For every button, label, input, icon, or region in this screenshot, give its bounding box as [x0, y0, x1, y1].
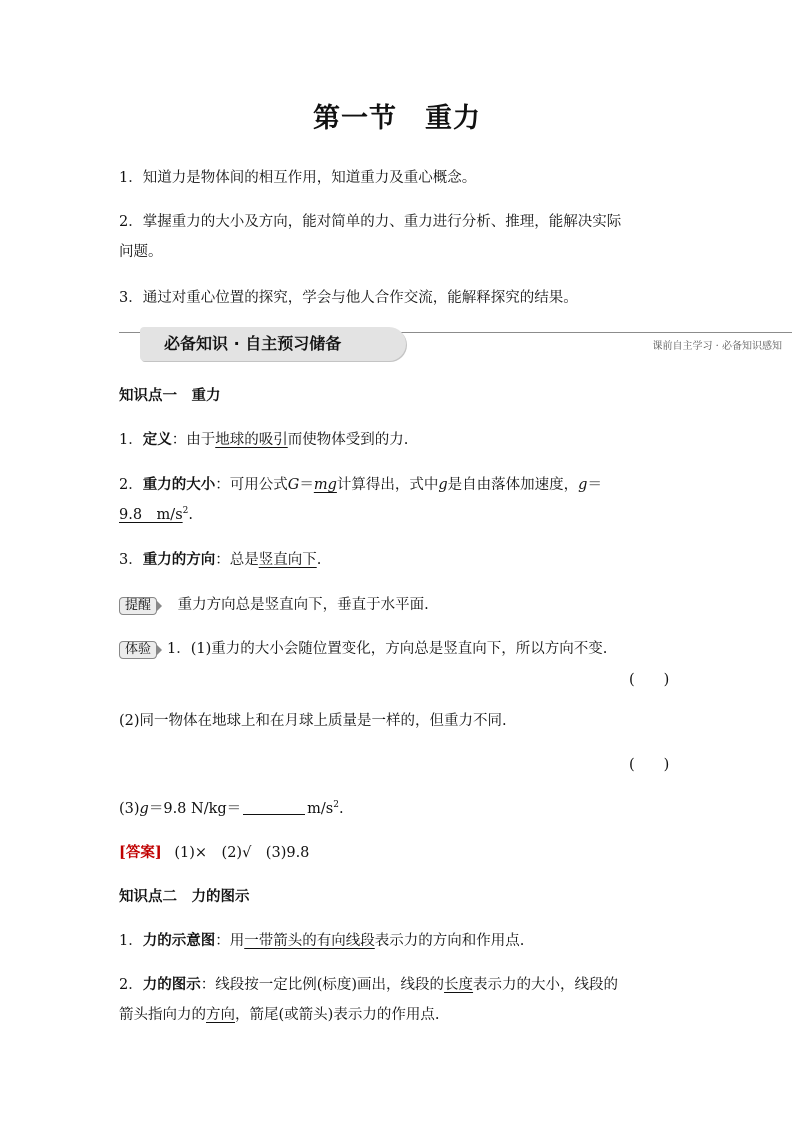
- p2-pre: ：线段按一定比例(标度)画出，线段的: [200, 977, 445, 993]
- dir-label: 重力的方向: [142, 551, 216, 568]
- size-g: g: [438, 477, 448, 493]
- q3-g: g: [139, 801, 149, 817]
- objective-2: 2．掌握重力的大小及方向，能对简单的力、重力进行分析、推理，能解决实际: [119, 214, 622, 230]
- objective-1: 1．知道力是物体间的相互作用，知道重力及重心概念。: [119, 170, 477, 186]
- p2-l2-pre: 箭头指向力的: [119, 1007, 206, 1023]
- size-end: .: [188, 507, 193, 523]
- tip-tag: 提醒: [119, 597, 157, 615]
- kp1-size-value: [119, 505, 193, 525]
- p2-num: 2．: [119, 977, 143, 993]
- p2-mid: 表示力的大小，线段的: [473, 977, 619, 993]
- p2-l2-post: ，箭尾(或箭头)表示力的作用点.: [235, 1007, 440, 1023]
- kp1-size: [119, 475, 602, 495]
- p1-label: 力的示意图: [142, 932, 216, 949]
- size-value: 9.8 m/s: [119, 507, 183, 523]
- dir-num: 3．: [119, 552, 143, 568]
- kp2-point-1: [119, 931, 524, 951]
- def-pre: ：由于: [171, 432, 216, 448]
- def-post: 而使物体受到的力.: [287, 432, 409, 448]
- answer-tag: [答案]: [119, 844, 162, 861]
- p2-underlined-2: 方向: [206, 1007, 235, 1023]
- kp2-point-2-cont: [119, 1005, 439, 1025]
- q3-blank[interactable]: [243, 800, 305, 815]
- def-num: 1．: [119, 432, 143, 448]
- size-mid: 计算得出，式中: [336, 477, 439, 493]
- size-label: 重力的大小: [142, 476, 216, 493]
- exercise-tag: 体验: [119, 641, 157, 659]
- p1-num: 1．: [119, 933, 143, 949]
- exercise-q2: (2)同一物体在地球上和在月球上质量是一样的，但重力不同.: [119, 713, 507, 729]
- p1-pre: ：用: [215, 933, 245, 949]
- section-banner-caption: 课前自主学习 · 必备知识感知: [652, 341, 782, 352]
- answer-paren-2: ( ): [629, 757, 670, 773]
- section-banner-label: 必备知识 · 自主预习储备: [164, 334, 342, 353]
- kp1-heading: 知识点一 重力: [119, 387, 221, 404]
- exercise-q3: [119, 799, 344, 819]
- page-title: 第一节 重力: [313, 103, 481, 134]
- def-label: 定义: [142, 431, 172, 448]
- objective-3: 3．通过对重心位置的探究，学会与他人合作交流，能解释探究的结果。: [119, 290, 578, 306]
- tip-row: [119, 595, 429, 615]
- size-pre: ：可用公式: [215, 477, 288, 493]
- size-formula-mg: mg: [313, 477, 337, 493]
- kp1-definition: [119, 430, 408, 450]
- size-sup: 2: [182, 506, 189, 516]
- kp2-point-2: [119, 975, 618, 995]
- size-eq2: ＝: [587, 477, 602, 493]
- q3-pre: (3): [119, 801, 140, 817]
- size-eq: ＝: [299, 477, 314, 493]
- dir-underlined: 竖直向下: [258, 552, 317, 568]
- def-underlined: 地球的吸引: [215, 432, 288, 448]
- size-mid2: 是自由落体加速度，: [447, 477, 579, 493]
- objective-2-cont: 问题。: [119, 244, 163, 260]
- kp2-heading: 知识点二 力的图示: [119, 888, 250, 905]
- size-num: 2．: [119, 477, 143, 493]
- exercise-q1: [119, 639, 607, 659]
- p1-post: 表示力的方向和作用点.: [374, 933, 525, 949]
- p2-label: 力的图示: [142, 976, 201, 993]
- q3-end: .: [338, 801, 344, 817]
- dir-pre: ：总是: [215, 552, 259, 568]
- size-g2: g: [578, 477, 588, 493]
- p2-underlined-1: 长度: [444, 977, 474, 993]
- q3-sup: 2: [333, 800, 339, 810]
- kp1-direction: [119, 550, 321, 570]
- answer-paren-1: ( ): [629, 672, 670, 688]
- answer-text: (1)× (2)√ (3)9.8: [174, 845, 310, 861]
- tip-text: 重力方向总是竖直向下，垂直于水平面.: [177, 597, 429, 613]
- q3-unit: m/s: [307, 801, 334, 817]
- size-formula-g: G: [287, 477, 300, 493]
- exercise-q1-text: 1．(1)重力的大小会随位置变化，方向总是竖直向下，所以方向不变.: [167, 641, 608, 657]
- answer-row: [119, 843, 309, 863]
- dir-end: .: [316, 552, 322, 568]
- q3-mid: ＝9.8 N/kg＝: [148, 801, 242, 817]
- p1-underlined: 一带箭头的有向线段: [244, 933, 375, 949]
